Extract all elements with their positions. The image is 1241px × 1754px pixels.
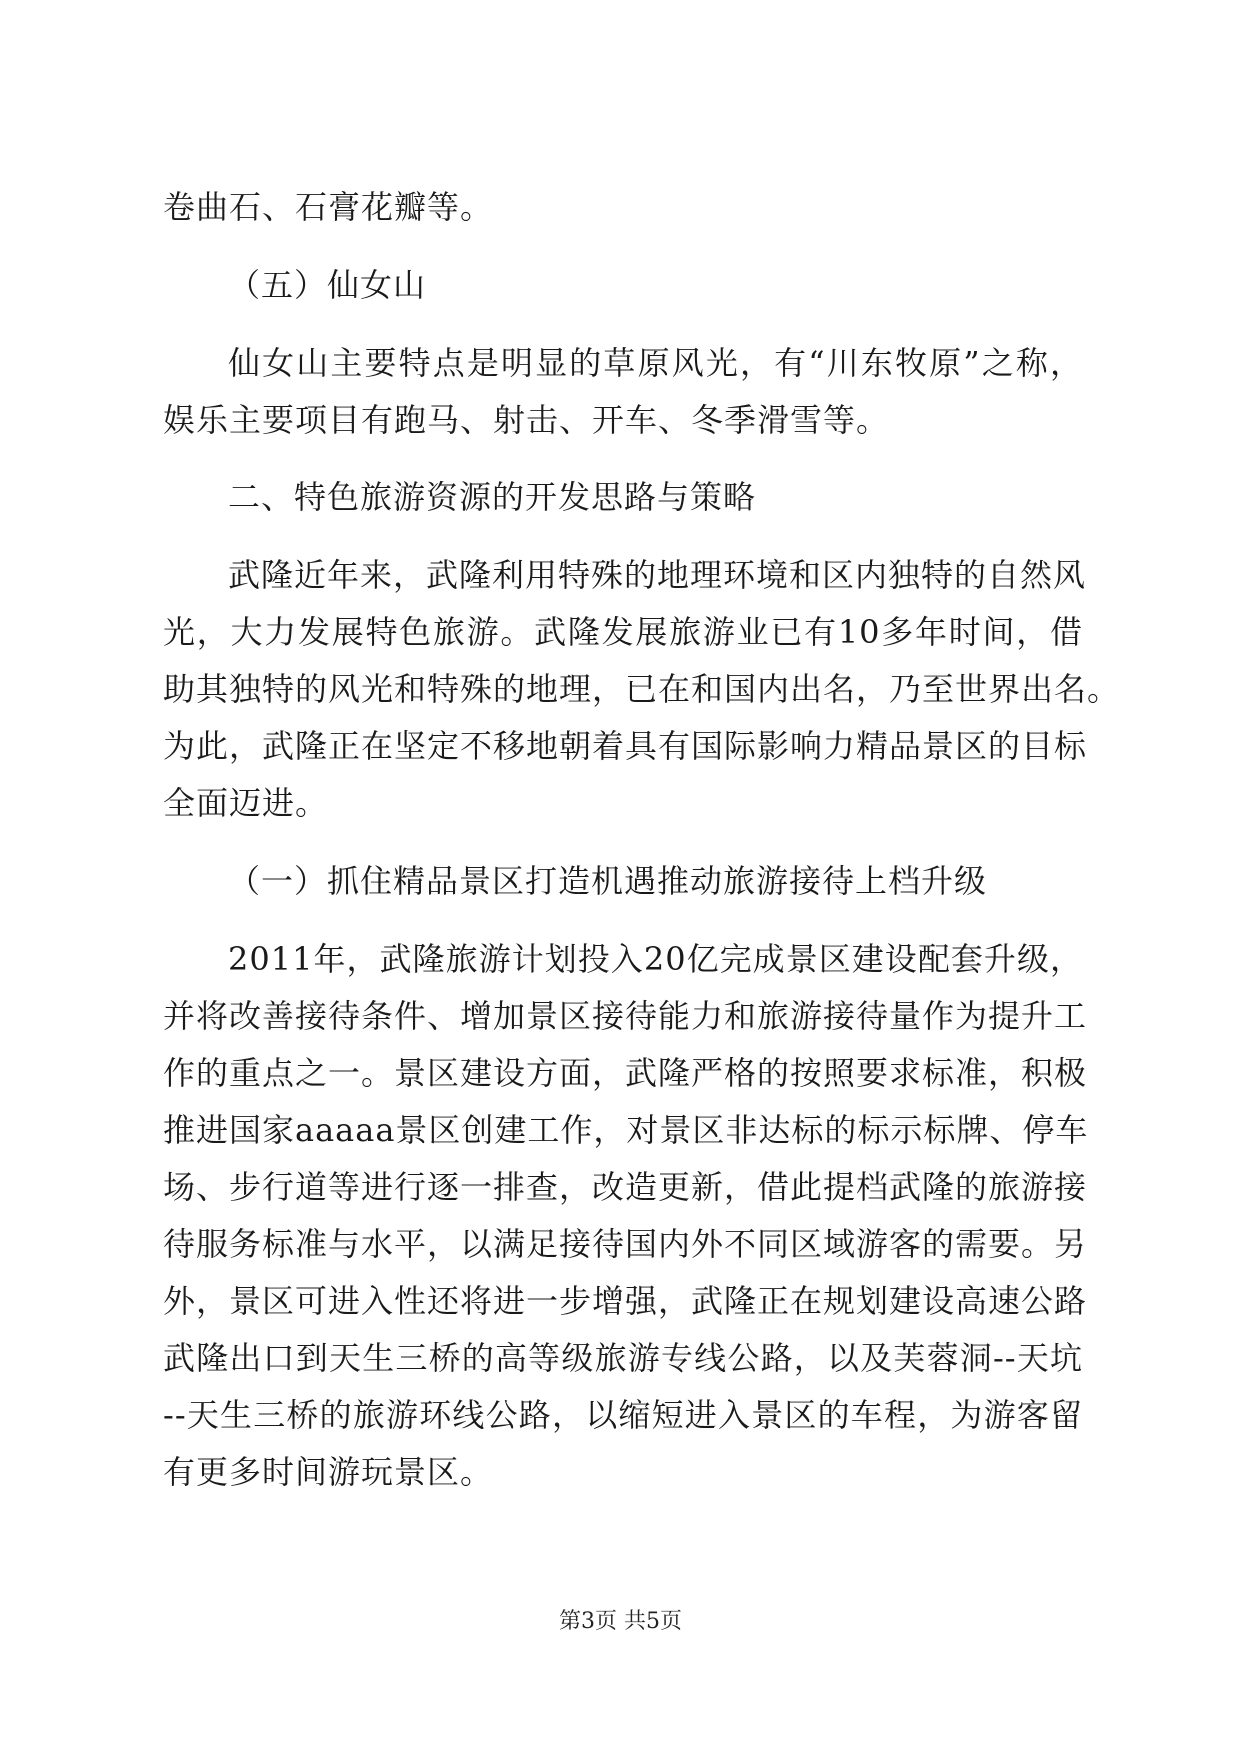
paragraph-line: 并将改善接待条件、增加景区接待能力和旅游接待量作为提升工 <box>163 997 1088 1035</box>
paragraph-line: 为此，武隆正在坚定不移地朝着具有国际影响力精品景区的目标 <box>163 727 1088 765</box>
section-heading: （一）抓住精品景区打造机遇推动旅游接待上档升级 <box>228 862 988 900</box>
paragraph-line: 场、步行道等进行逐一排查，改造更新，借此提档武隆的旅游接 <box>163 1168 1088 1206</box>
paragraph-line: 全面迈进。 <box>163 784 329 822</box>
paragraph-line: 2011年，武隆旅游计划投入20亿完成景区建设配套升级， <box>228 940 1083 978</box>
paragraph-line: 作的重点之一。景区建设方面，武隆严格的按照要求标准，积极 <box>163 1054 1088 1092</box>
paragraph-line: 仙女山主要特点是明显的草原风光，有“川东牧原”之称， <box>228 344 1083 382</box>
paragraph-line: 光，大力发展特色旅游。武隆发展旅游业已有10多年时间，借 <box>163 613 1083 651</box>
paragraph-line: 娱乐主要项目有跑马、射击、开车、冬季滑雪等。 <box>163 401 890 439</box>
paragraph-line: 助其独特的风光和特殊的地理，已在和国内出名，乃至世界出名。 <box>163 670 1121 708</box>
paragraph-line: 卷曲石、石膏花瓣等。 <box>163 188 494 226</box>
paragraph-line: 武隆出口到天生三桥的高等级旅游专线公路，以及芙蓉洞--天坑 <box>163 1339 1083 1377</box>
paragraph-line: 有更多时间游玩景区。 <box>163 1453 494 1491</box>
paragraph-line: 外，景区可进入性还将进一步增强，武隆正在规划建设高速公路 <box>163 1282 1088 1320</box>
section-heading: （五）仙女山 <box>228 266 427 304</box>
page-number-footer: 第3页 共5页 <box>559 1609 682 1634</box>
paragraph-line: --天生三桥的旅游环线公路，以缩短进入景区的车程，为游客留 <box>163 1396 1083 1434</box>
paragraph-line: 推进国家aaaaa景区创建工作，对景区非达标的标示标牌、停车 <box>163 1111 1089 1149</box>
paragraph-line: 武隆近年来，武隆利用特殊的地理环境和区内独特的自然风 <box>228 556 1087 594</box>
section-heading: 二、特色旅游资源的开发思路与策略 <box>228 478 757 516</box>
paragraph-line: 待服务标准与水平，以满足接待国内外不同区域游客的需要。另 <box>163 1225 1088 1263</box>
